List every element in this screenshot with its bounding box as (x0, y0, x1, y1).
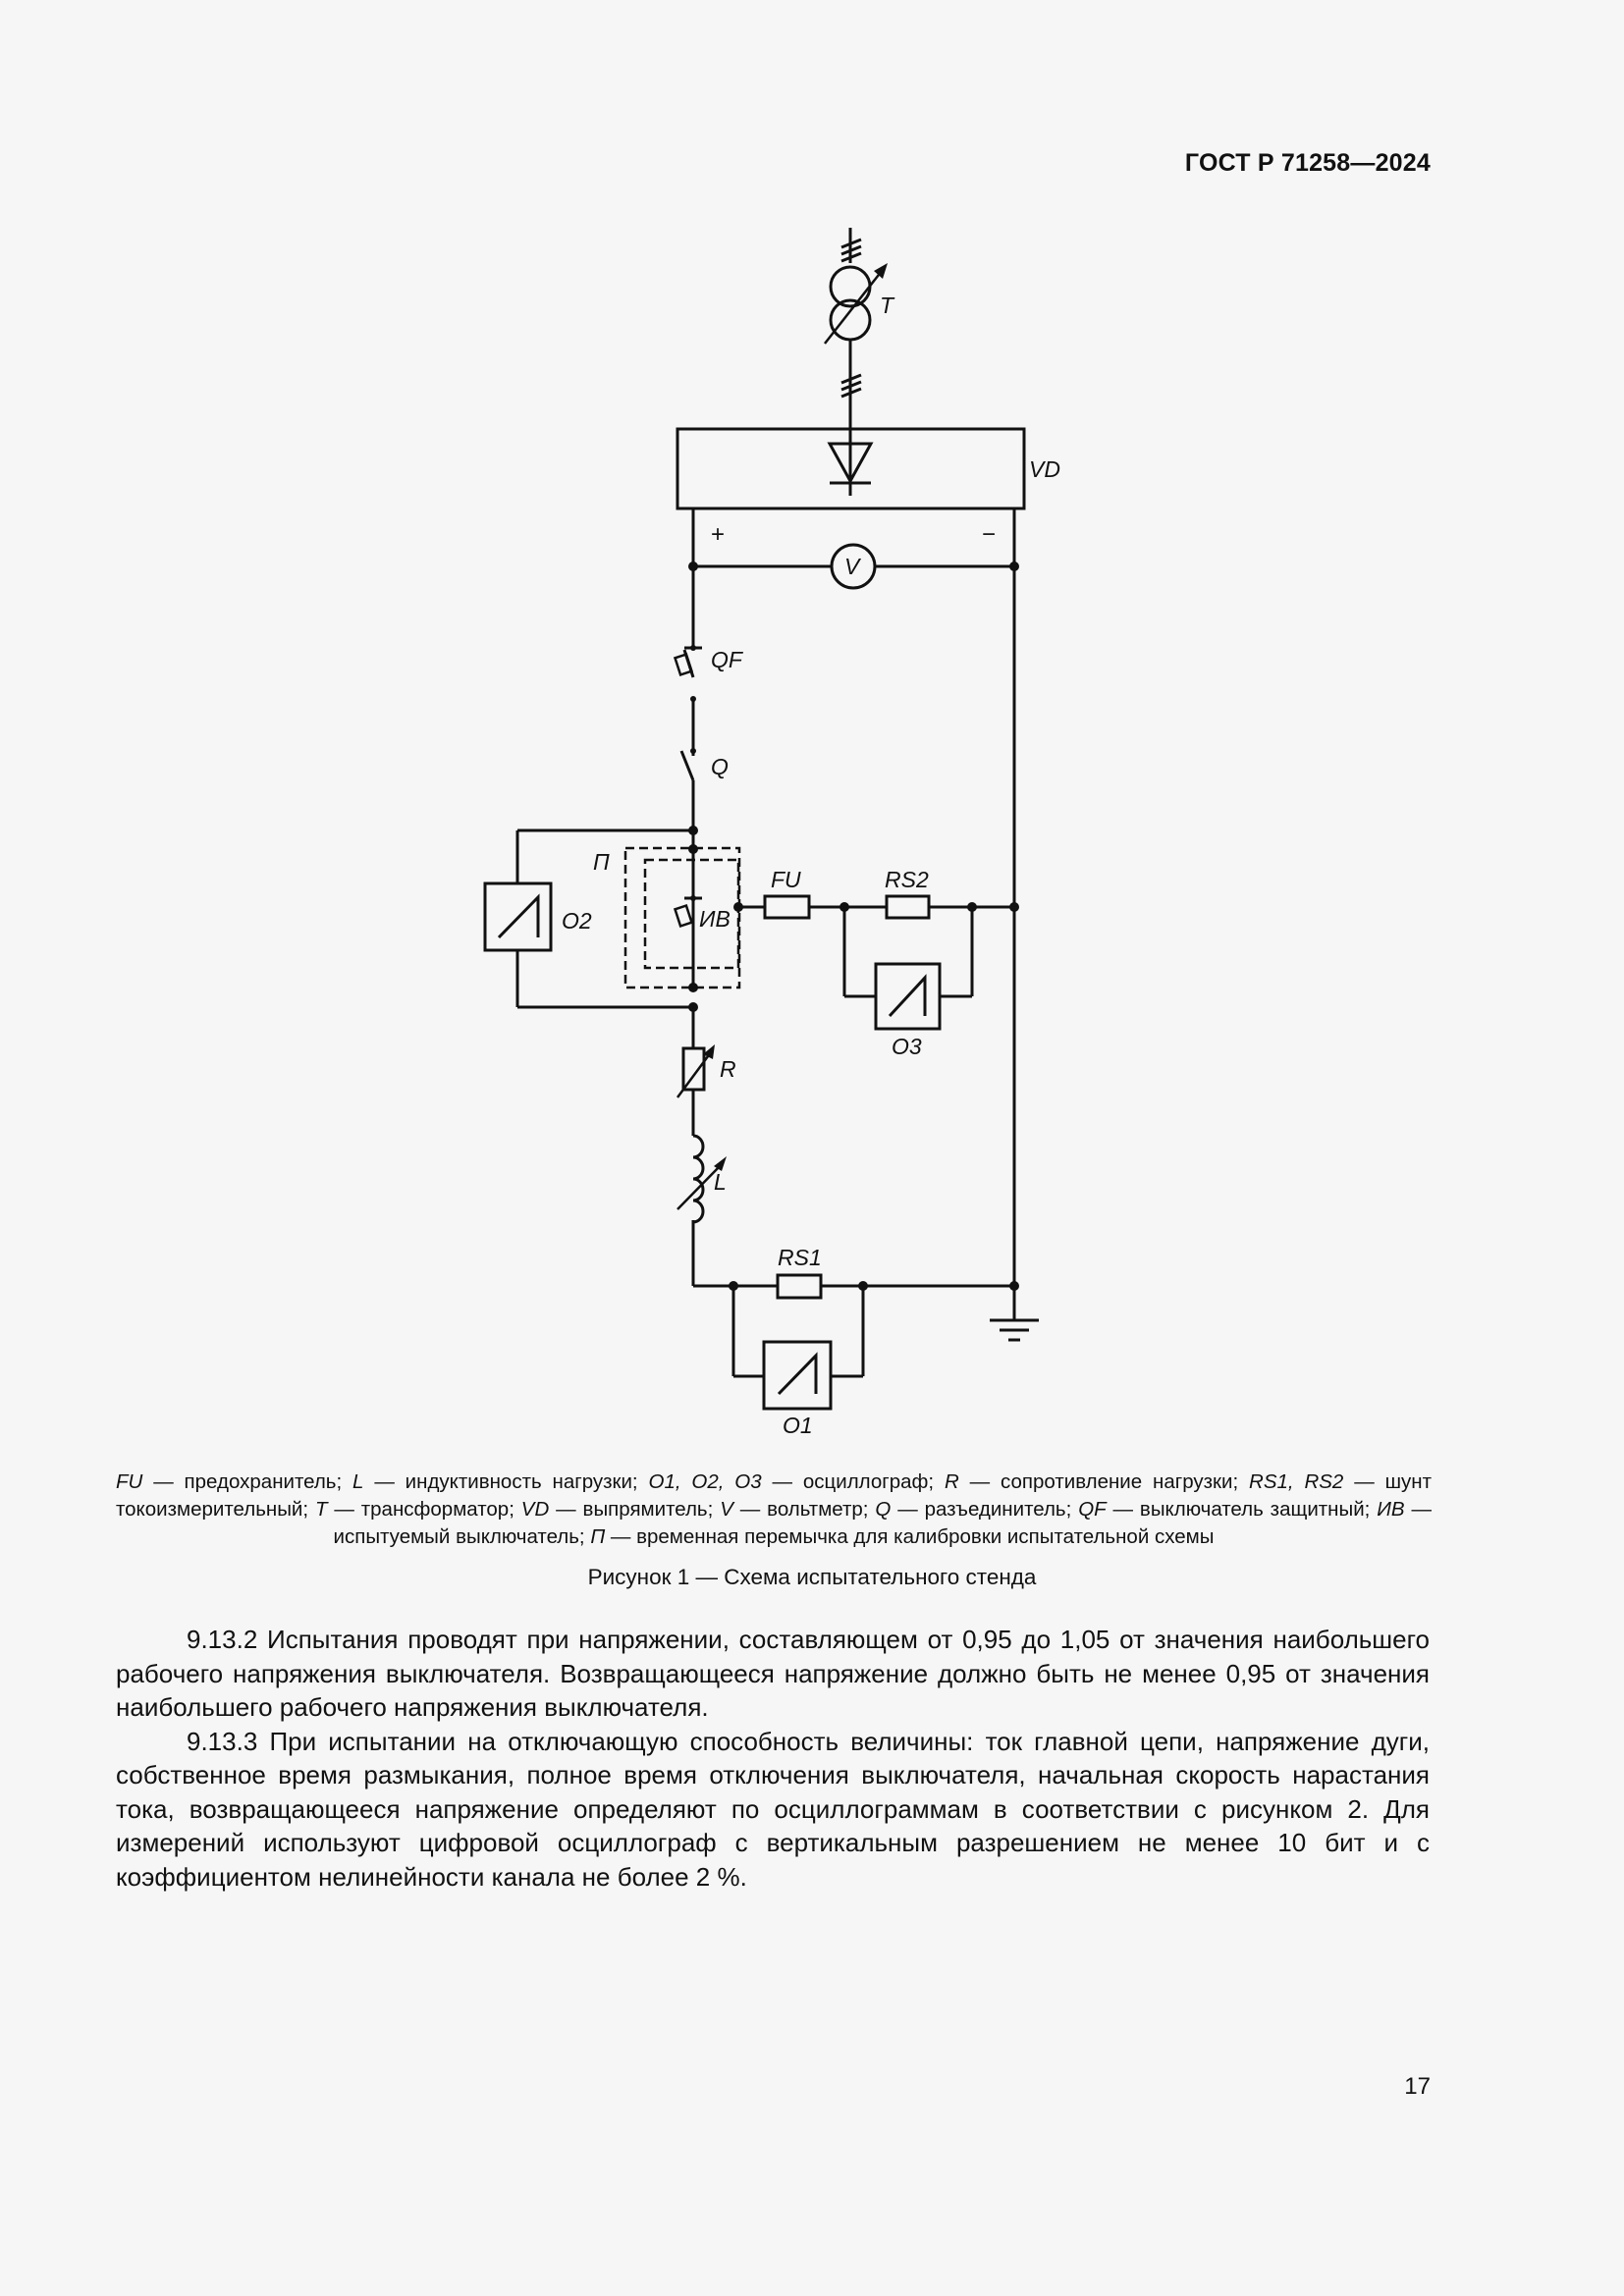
label-rs2: RS2 (885, 867, 929, 892)
document-header: ГОСТ Р 71258—2024 (1184, 149, 1431, 177)
label-o3: O3 (892, 1034, 922, 1059)
legend-symbol: L (352, 1470, 364, 1493)
legend-description: — выключатель защитный; (1106, 1498, 1378, 1521)
label-iv: ИВ (699, 906, 731, 932)
label-vd: VD (1029, 456, 1060, 482)
label-fu: FU (771, 867, 801, 892)
fuse-fu-symbol (765, 896, 809, 918)
legend-description: — разъединитель; (891, 1498, 1079, 1521)
legend-description: — испытуемый выключатель; (333, 1498, 1432, 1548)
sawtooth-icon (890, 978, 925, 1016)
shunt-rs2-symbol (887, 896, 929, 918)
sawtooth-icon (499, 897, 538, 937)
legend-symbol: П (590, 1525, 606, 1548)
qf-breaker-symbol (676, 655, 692, 675)
label-o1: O1 (783, 1413, 813, 1438)
legend-description: — выпрямитель; (549, 1498, 721, 1521)
legend-description: — вольтметр; (732, 1498, 876, 1521)
label-rs1: RS1 (778, 1245, 822, 1270)
iv-breaker-symbol (676, 906, 692, 927)
legend-symbol: QF (1078, 1498, 1107, 1521)
legend-description: — осциллограф; (761, 1470, 945, 1493)
legend-description: — сопротивление нагрузки; (958, 1470, 1250, 1493)
label-q: Q (711, 754, 729, 779)
page-number: 17 (1404, 2073, 1431, 2100)
sawtooth-icon (779, 1356, 816, 1394)
paragraph-9-13-2: 9.13.2 Испытания проводят при напряжении, составляющем от 0,95 до 1,05 от значения наибольшего рабочего напряжения выключателя. Возвращающееся напряжение должно быть не менее 0,95 от значения наибольшего рабочего напряжения выключателя. (116, 1625, 1430, 1722)
label-v: V (844, 554, 860, 579)
legend-symbol: ИВ (1377, 1498, 1405, 1521)
legend-symbol: V (720, 1498, 733, 1521)
ground-icon (990, 1320, 1039, 1340)
legend-symbol: O1, O2, O3 (648, 1470, 762, 1493)
legend-description: — индуктивность нагрузки; (363, 1470, 649, 1493)
label-t: T (880, 293, 894, 318)
transformer-t-symbol (825, 263, 888, 344)
label-r: R (720, 1056, 736, 1082)
body-text (116, 1623, 1430, 1894)
legend-symbol: RS1, RS2 (1249, 1470, 1344, 1493)
label-l: L (714, 1169, 727, 1195)
legend-description: — трансформатор; (327, 1498, 521, 1521)
legend-symbol: VD (520, 1498, 550, 1521)
paragraph-9-13-3: 9.13.3 При испытании на отключающую способность величины: ток главной цепи, напряжение дуги, собственное время размыкания, полное время отключения выключателя, начальная скорость нарастания тока, возвращающееся напряжение определяют по осциллограммам в соответствии с рисунком 2. Для измерений используют цифровой осциллограф с вертикальным разрешением не менее 10 бит и с коэффициентом нелинейности канала не более 2 %. (116, 1726, 1430, 1892)
legend-symbol: Q (875, 1498, 892, 1521)
legend-symbol: R (944, 1470, 959, 1493)
legend-symbol: FU (116, 1470, 143, 1493)
label-minus: − (982, 521, 997, 548)
label-p: П (593, 849, 610, 875)
legend-description: — предохранитель; (142, 1470, 353, 1493)
legend-description: — шунт токоизмерительный; (116, 1470, 1432, 1521)
shunt-rs1-symbol (778, 1275, 821, 1298)
figure-legend (116, 1468, 1432, 1551)
label-o2: O2 (562, 908, 592, 934)
legend-symbol: T (314, 1498, 328, 1521)
legend-description: — временная перемычка для калибровки испытательной схемы (605, 1525, 1215, 1548)
inductor-l-symbol (693, 1136, 703, 1222)
figure-caption: Рисунок 1 — Схема испытательного стенда (587, 1565, 1037, 1589)
diode-icon (830, 429, 871, 496)
label-plus: + (711, 521, 726, 548)
label-qf: QF (711, 647, 742, 672)
